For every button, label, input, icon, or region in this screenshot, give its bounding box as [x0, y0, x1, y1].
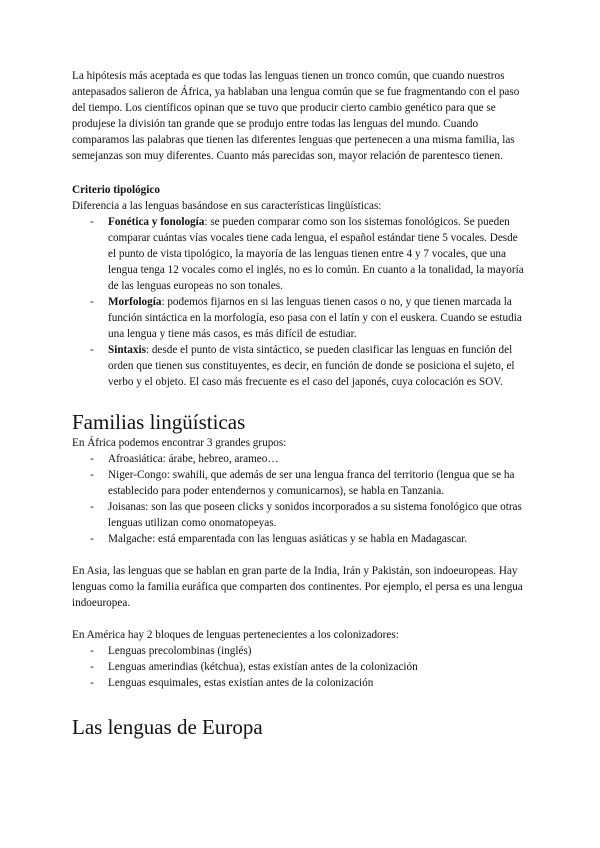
text-morfologia: : podemos fijarnos en si las lenguas tienen casos o no, y que tienen marcada la función sintáctica en la morfología, eso pasa con el latín y con el euskera. Cuando se estudia una lengua y tiene más casos, es más difícil de estudiar. — [108, 296, 522, 340]
term-morfologia: Morfología — [108, 296, 162, 308]
criterio-intro: Diferencia a las lenguas basándose en sus características lingüísticas: — [72, 200, 382, 212]
africa-item: - Joisanas: son las que poseen clicks y sonidos incorporados a su sistema fonológico que otras lenguas utilizan como onomatopeyas. — [72, 499, 528, 531]
criterio-item-morfologia — [72, 294, 528, 342]
criterio-heading: Criterio tipológico — [72, 184, 160, 196]
africa-intro: En África podemos encontrar 3 grandes grupos: — [72, 437, 287, 449]
america-intro: En América hay 2 bloques de lenguas pertenecientes a los colonizadores: — [72, 629, 399, 641]
criterio-item-sintaxis — [72, 342, 528, 390]
africa-item: - Afroasiática: árabe, hebreo, arameo… — [72, 451, 528, 467]
europa-heading: Las lenguas de Europa — [72, 715, 263, 739]
term-fonetica: Fonética y fonología — [108, 216, 205, 228]
america-item: - Lenguas amerindias (kétchua), estas existían antes de la colonización — [72, 659, 528, 675]
africa-list — [72, 451, 528, 547]
text-sintaxis: : desde el punto de vista sintáctico, se pueden clasificar las lenguas en función del orden que tienen sus constituyentes, es decir, en función de donde se posiciona el sujeto, el verbo y el objeto. El caso más frecuente es el caso del japonés, cuya colocación es SOV. — [108, 344, 515, 388]
term-sintaxis: Sintaxis — [108, 344, 146, 356]
america-item: - Lenguas precolombinas (inglés) — [72, 643, 528, 659]
criterio-item-fonetica — [72, 214, 528, 294]
america-item: - Lenguas esquimales, estas existían antes de la colonización — [72, 675, 528, 691]
text-fonetica: : se pueden comparar como son los sistemas fonológicos. Se pueden comparar cuántas vías vocales tiene cada lengua, el español estándar tiene 5 vocales. Desde el punto de vista tipológico, la mayoría de las lenguas tienen entre 4 y 7 vocales, que una lengua tenga 12 vocales como el inglés, no es lo común. En cuanto a la tonalidad, la mayoría de las lenguas europeas no son tonales. — [108, 216, 524, 292]
america-list — [72, 643, 528, 691]
africa-item: - Malgache: está emparentada con las lenguas asiáticas y se habla en Madagascar. — [72, 531, 528, 547]
asia-paragraph: En Asia, las lenguas que se hablan en gran parte de la India, Irán y Pakistán, son indoeuropeas. Hay lenguas como la familia euráfica que comparten dos continentes. Por ejemplo, el persa es una lengua indoeuropea. — [72, 565, 523, 609]
africa-item: - Niger-Congo: swahili, que además de ser una lengua franca del territorio (lengua que se ha establecido para poder entendernos y comunicarnos), se habla en Tanzania. — [72, 467, 528, 499]
familias-heading: Familias lingüísticas — [72, 410, 246, 434]
criterio-list — [72, 214, 528, 390]
intro-paragraph: La hipótesis más aceptada es que todas las lenguas tienen un tronco común, que cuando nuestros antepasados salieron de África, ya hablaban una lengua común que se fue fragmentando con el paso del tiempo. Los científicos opinan que se tuvo que producir cierto cambio genético para que se produjese la división tan grande que se produjo entre todas las lenguas del mundo. Cuando comparamos las palabras que tienen las diferentes lenguas que pertenecen a una misma familia, las semejanzas son muy diferentes. Cuanto más parecidas son, mayor relación de parentesco tienen. — [72, 70, 520, 162]
